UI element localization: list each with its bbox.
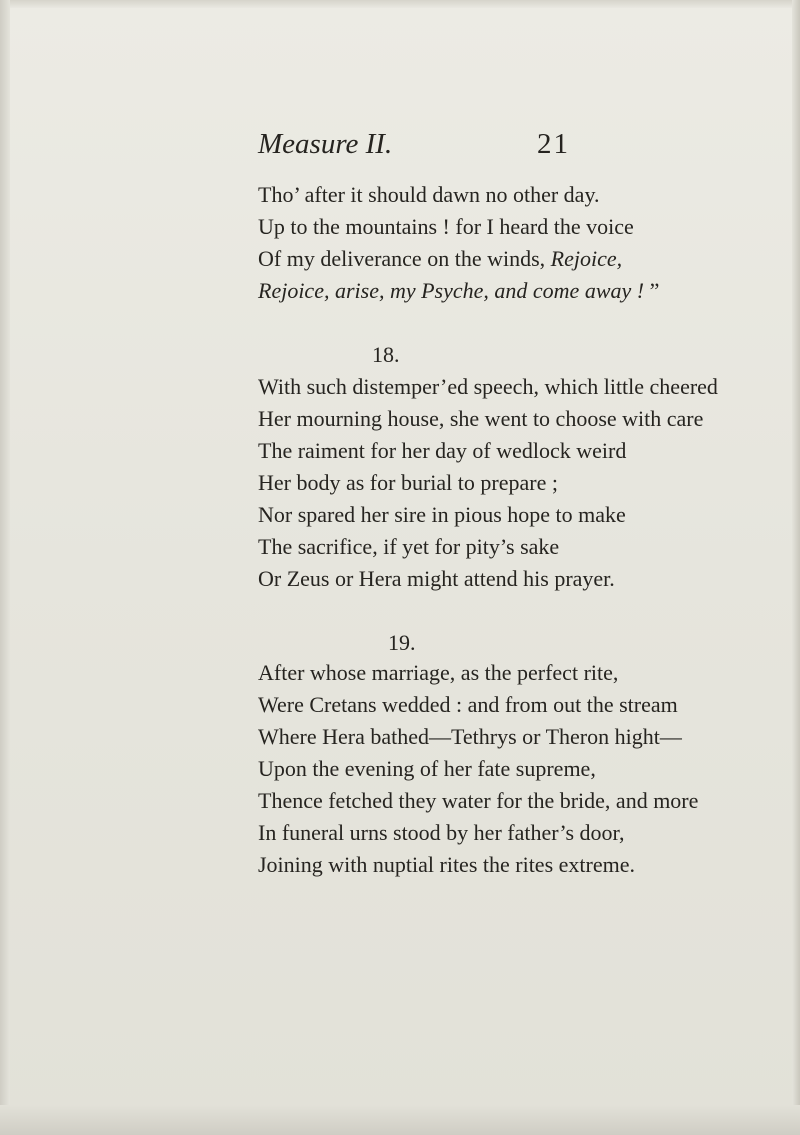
verse-line-text: Of my deliverance on the winds, <box>258 246 546 271</box>
verse-line: With such distemper’ed speech, which little cheered <box>258 374 718 399</box>
stanza-number: 18. <box>372 342 400 367</box>
verse-line: After whose marriage, as the perfect rite, <box>258 660 619 685</box>
page-edge-bottom <box>0 1105 800 1135</box>
verse-line: Were Cretans wedded : and from out the stream <box>258 692 678 717</box>
verse-line: Tho’ after it should dawn no other day. <box>258 182 600 207</box>
page-edge-left <box>0 0 10 1135</box>
page-edge-top <box>0 0 800 8</box>
verse-line: Her mourning house, she went to choose with care <box>258 406 704 431</box>
verse-line: Upon the evening of her fate supreme, <box>258 756 596 781</box>
verse-line: The raiment for her day of wedlock weird <box>258 438 627 463</box>
verse-line-italic: Rejoice, <box>550 246 623 271</box>
stanza-number: 19. <box>388 630 416 655</box>
running-header <box>0 128 800 168</box>
running-title: Measure II. <box>258 128 393 160</box>
verse-line: Where Hera bathed—Tethrys or Theron hight— <box>258 724 682 749</box>
page-number: 21 <box>537 128 570 160</box>
verse-line: Thence fetched they water for the bride, and more <box>258 788 699 813</box>
page-edge-right <box>792 0 800 1135</box>
verse-line: Up to the mountains ! for I heard the voice <box>258 214 634 239</box>
verse-line-italic: Rejoice, arise, my Psyche, and come away ! <box>258 278 645 303</box>
verse-line: Her body as for burial to prepare ; <box>258 470 558 495</box>
verse-line: Or Zeus or Hera might attend his prayer. <box>258 566 615 591</box>
verse-line: In funeral urns stood by her father’s door, <box>258 820 625 845</box>
verse-line: Nor spared her sire in pious hope to make <box>258 502 626 527</box>
verse-line <box>258 246 622 272</box>
verse-line: Joining with nuptial rites the rites extreme. <box>258 852 635 877</box>
closing-quote: ” <box>644 278 660 303</box>
verse-line: The sacrifice, if yet for pity’s sake <box>258 534 560 559</box>
verse-line <box>258 278 659 304</box>
